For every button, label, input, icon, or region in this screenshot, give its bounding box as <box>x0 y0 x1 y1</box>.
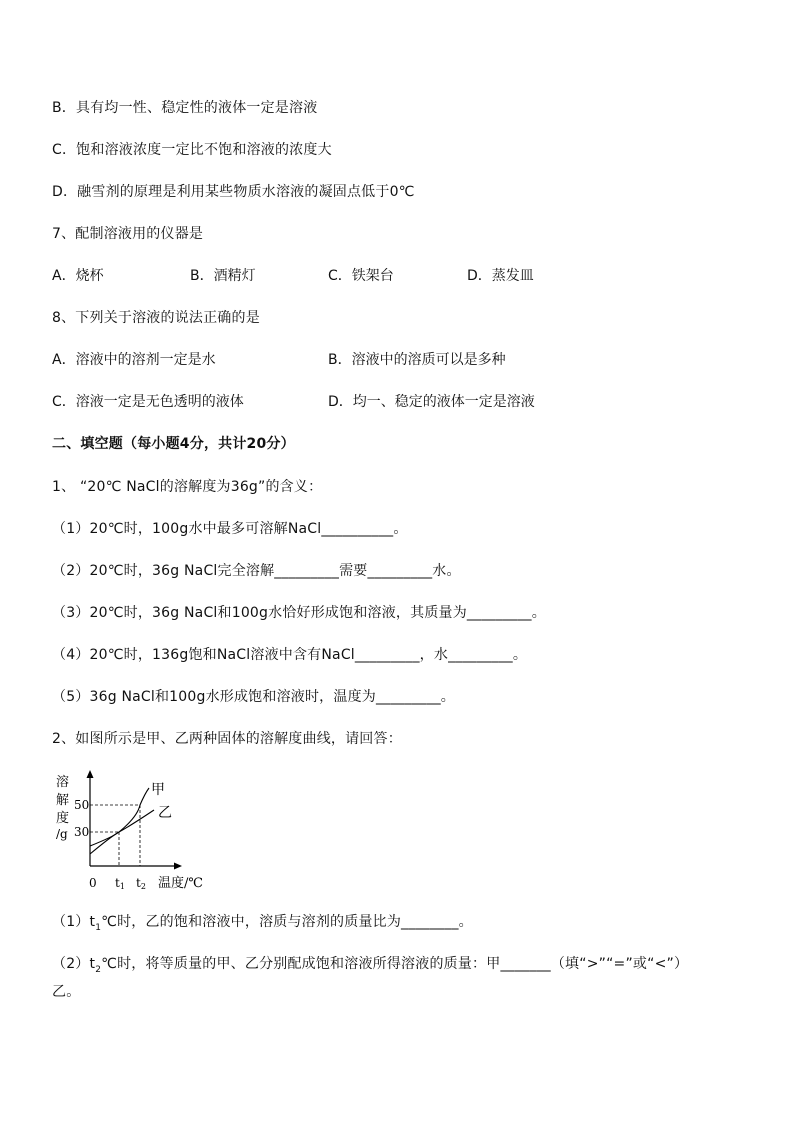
fill1-part5: （5）36g NaCl和100g水形成饱和溶液时，温度为_________。 <box>52 689 455 705</box>
origin-label: 0 <box>89 876 97 890</box>
q8-option-c: C．溶液一定是无色透明的液体 <box>52 394 244 410</box>
q8-option-d: D．均一、稳定的液体一定是溶液 <box>328 394 535 410</box>
curve-yi <box>90 810 154 854</box>
section-title-fill-in: 二、填空题（每小题4分，共计20分） <box>52 436 295 452</box>
q8-option-a: A．溶液中的溶剂一定是水 <box>52 352 216 368</box>
q7-option-c: C．铁架台 <box>328 268 394 284</box>
q7-option-b: B．酒精灯 <box>190 268 256 284</box>
q8-stem: 8、下列关于溶液的说法正确的是 <box>52 310 260 326</box>
series-label-yi: 乙 <box>158 805 172 821</box>
y-axis-label-char: /g <box>56 827 68 841</box>
x-axis-arrow-icon <box>174 863 182 870</box>
y-axis-arrow-icon <box>87 770 94 778</box>
y-axis-label-char: 度 <box>56 811 70 826</box>
series-label-jia: 甲 <box>151 782 165 798</box>
y-tick-label-30: 30 <box>74 825 90 839</box>
y-axis-label-char: 解 <box>56 793 70 808</box>
fill1-stem: 1、 “20℃ NaCl的溶解度为36g”的含义： <box>52 479 323 495</box>
q6-option-d: D．融雪剂的原理是利用某些物质水溶液的凝固点低于0℃ <box>52 184 415 200</box>
fill2-part2: $(2)t_2℃$时，将等质量的甲、乙分别配成饱和溶液所得溶液的质量：甲_______（填“>”“=”或“<”） <box>52 956 689 975</box>
fill2-part2-continued: 乙。 <box>52 984 81 1000</box>
q7-stem: 7、配制溶液用的仪器是 <box>52 226 204 242</box>
fill1-part2: （2）20℃时，36g NaCl完全溶解_________需要_________水。 <box>52 563 461 579</box>
q7-option-a: A．烧杯 <box>52 268 104 284</box>
x-tick-label-t2: t2 <box>136 876 146 891</box>
q6-option-b: B．具有均一性、稳定性的液体一定是溶液 <box>52 100 318 116</box>
y-axis-label-char: 溶 <box>56 775 70 790</box>
fill2-stem: 2、如图所示是甲、乙两种固体的溶解度曲线，请回答： <box>52 731 402 747</box>
x-axis-label: 温度/℃ <box>158 876 203 891</box>
fill1-part3: （3）20℃时，36g NaCl和100g水恰好形成饱和溶液，其质量为_________。 <box>52 605 546 621</box>
fill1-part1: （1）20℃时，100g水中最多可溶解NaCl__________。 <box>52 521 408 537</box>
fill1-part4: （4）20℃时，136g饱和NaCl溶液中含有NaCl_________，水_________。 <box>52 647 528 663</box>
solubility-curve-chart <box>50 768 220 902</box>
fill2-part1: $(1)t_1℃$时，乙的饱和溶液中，溶质与溶剂的质量比为________。 <box>52 914 473 933</box>
x-tick-label-t1: t1 <box>115 876 125 891</box>
q6-option-c: C．饱和溶液浓度一定比不饱和溶液的浓度大 <box>52 142 332 158</box>
solubility-curve-svg <box>50 768 220 898</box>
q7-option-d: D．蒸发皿 <box>467 268 534 284</box>
y-tick-label-50: 50 <box>74 798 90 812</box>
q8-option-b: B．溶液中的溶质可以是多种 <box>328 352 506 368</box>
